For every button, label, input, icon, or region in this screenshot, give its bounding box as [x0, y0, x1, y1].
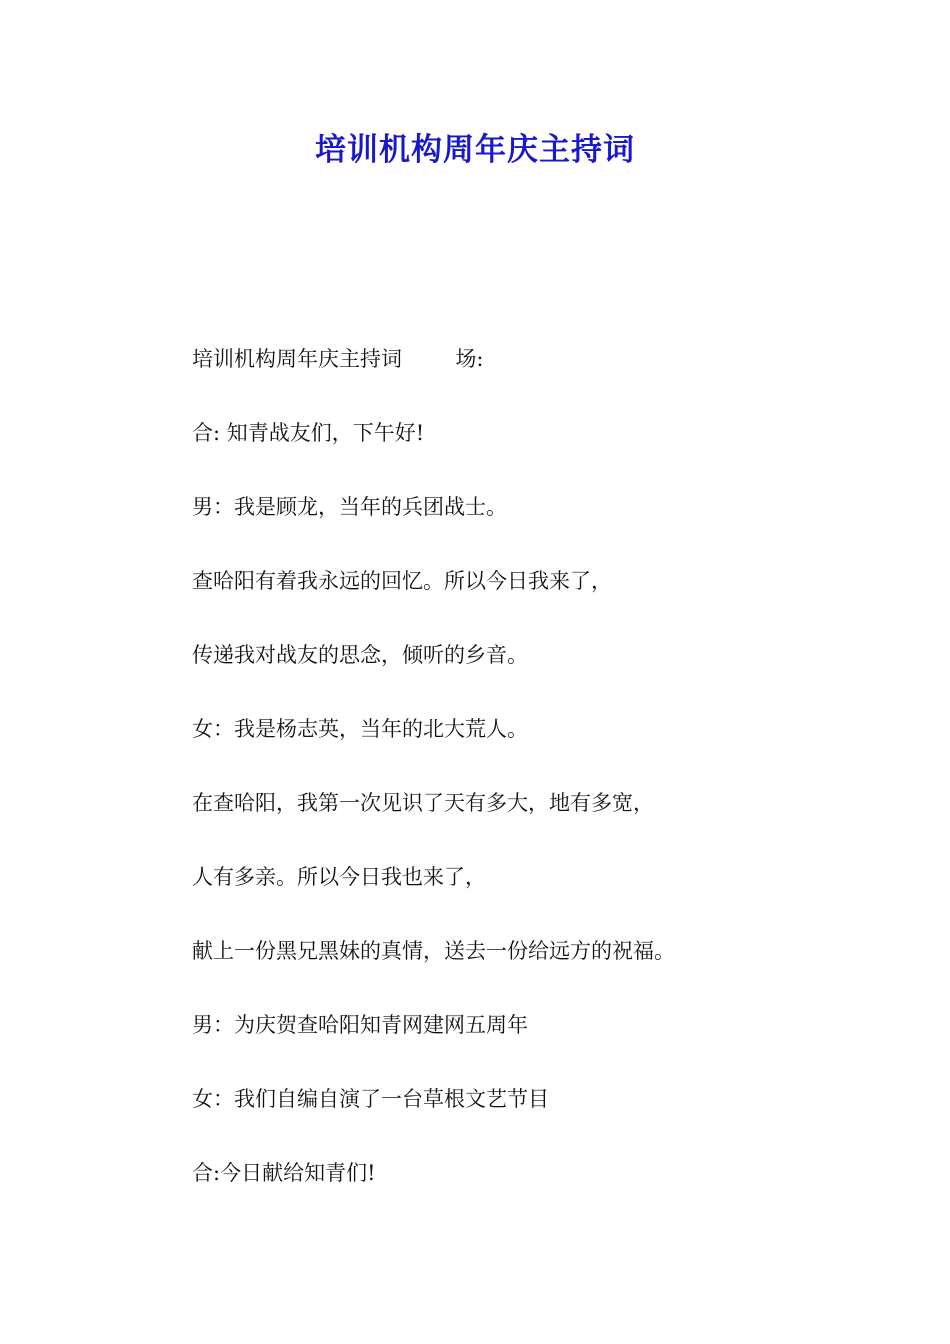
body-line-text: 在查哈阳，我第一次见识了天有多大，地有多宽， — [192, 791, 654, 815]
body-line-text: 传递我对战友的思念，倾听的乡音。 — [192, 643, 528, 667]
body-line — [192, 861, 812, 935]
body-line-text: 培训机构周年庆主持词 场: — [192, 347, 484, 371]
body-line-text: 查哈阳有着我永远的回忆。所以今日我来了， — [192, 569, 612, 593]
body-line-text: 女：我们自编自演了一台草根文艺节目 — [192, 1087, 549, 1111]
body-line — [192, 417, 812, 491]
body-line-text: 献上一份黑兄黑妹的真情，送去一份给远方的祝福。 — [192, 939, 675, 963]
body-line-text: 人有多亲。所以今日我也来了， — [192, 865, 486, 889]
document-title: 培训机构周年庆主持词 — [315, 132, 635, 168]
body-line — [192, 491, 812, 565]
body-line — [192, 565, 812, 639]
body-line — [192, 343, 812, 417]
body-line-text: 女：我是杨志英，当年的北大荒人。 — [192, 717, 528, 741]
body-line-text: 合:今日献给知青们! — [192, 1161, 376, 1185]
body-line-text: 合: 知青战友们，下午好! — [192, 421, 425, 445]
body-line — [192, 1083, 812, 1157]
body-line — [192, 713, 812, 787]
body-line — [192, 1009, 812, 1083]
body-line — [192, 639, 812, 713]
body-line-text: 男：为庆贺查哈阳知青网建网五周年 — [192, 1013, 528, 1037]
body-line-text: 男：我是顾龙，当年的兵团战士。 — [192, 495, 507, 519]
body-line — [192, 787, 812, 861]
body-line — [192, 1157, 812, 1231]
body-line — [192, 935, 812, 1009]
document-body — [192, 343, 812, 1231]
